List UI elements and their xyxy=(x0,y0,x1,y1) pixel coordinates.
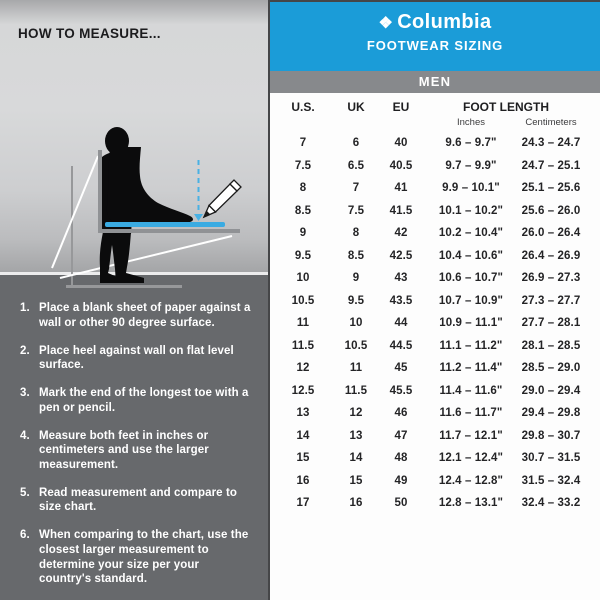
table-cell: 6 xyxy=(352,137,360,150)
table-cell: 43 xyxy=(394,272,408,285)
table-row xyxy=(270,425,600,448)
table-cell: 10.7 – 10.9" xyxy=(438,294,504,307)
table-cell: 7 xyxy=(352,182,360,195)
table-cell: 14 xyxy=(296,429,310,442)
table-cell: 10.9 – 11.1" xyxy=(439,317,503,330)
table-cell: 49 xyxy=(394,474,408,487)
table-cell: 24.3 – 24.7 xyxy=(521,137,581,150)
table-cell: 10.5 xyxy=(344,339,368,352)
toe-mark-arrow xyxy=(194,214,203,221)
table-cell: 42.5 xyxy=(389,249,413,262)
table-cell: 8 xyxy=(352,227,360,240)
step-text: Mark the end of the longest toe with a pen or pencil. xyxy=(39,387,249,414)
table-body xyxy=(270,132,600,515)
table-cell: 48 xyxy=(394,452,408,465)
columbia-diamond-icon: ❖ xyxy=(378,15,394,32)
section-bar-men: MEN xyxy=(270,71,600,93)
table-cell: 7 xyxy=(299,137,307,150)
table-cell: 9 xyxy=(352,272,360,285)
table-cell: 44.5 xyxy=(389,339,413,352)
col-header-uk: UK xyxy=(347,100,365,114)
table-cell: 16 xyxy=(349,497,363,510)
table-cell: 13 xyxy=(349,429,363,442)
table-cell: 9.6 – 9.7" xyxy=(445,137,497,150)
table-cell: 31.5 – 32.4 xyxy=(521,474,581,487)
table-cell: 17 xyxy=(296,497,310,510)
table-cell: 30.7 – 31.5 xyxy=(521,452,581,465)
table-row xyxy=(270,357,600,380)
table-cell: 6.5 xyxy=(347,159,365,172)
steps-list xyxy=(20,301,254,587)
table-row xyxy=(270,245,600,268)
step-text: Measure both feet in inches or centimeters and use the larger measurement. xyxy=(39,429,209,471)
table-cell: 24.7 – 25.1 xyxy=(521,159,581,172)
wall-line xyxy=(71,166,73,287)
table-cell: 10 xyxy=(296,272,310,285)
table-cell: 12 xyxy=(296,362,310,375)
table-cell: 7.5 xyxy=(347,204,365,217)
table-row xyxy=(270,177,600,200)
table-row xyxy=(270,132,600,155)
table-cell: 29.0 – 29.4 xyxy=(521,384,581,397)
step-text: When comparing to the chart, use the closest larger measurement to determine your size per your country's standard. xyxy=(39,529,249,586)
table-cell: 13 xyxy=(296,407,310,420)
pencil-icon xyxy=(204,180,241,217)
magnifier-line xyxy=(52,156,98,268)
table-cell: 12.5 xyxy=(291,384,315,397)
step-number: 3. xyxy=(20,387,30,400)
step-number: 4. xyxy=(20,429,30,442)
ground-line xyxy=(66,285,182,288)
table-row xyxy=(270,470,600,493)
step-text: Read measurement and compare to size chart. xyxy=(39,486,238,514)
table-cell: 9.9 – 10.1" xyxy=(442,182,500,195)
paper-strip xyxy=(105,222,225,227)
table-row xyxy=(270,402,600,425)
col-header-foot-length: FOOT LENGTH xyxy=(463,100,549,114)
table-cell: 42 xyxy=(394,227,408,240)
table-cell: 8 xyxy=(299,182,307,195)
table-cell: 12.1 – 12.4" xyxy=(438,452,504,465)
table-cell: 46 xyxy=(394,407,408,420)
step-number: 6. xyxy=(20,529,30,542)
table-cell: 14 xyxy=(349,452,363,465)
table-subheader-row xyxy=(270,115,600,132)
instruction-step xyxy=(20,344,254,373)
table-cell: 11 xyxy=(349,362,363,375)
table-cell: 26.0 – 26.4 xyxy=(521,227,581,240)
table-cell: 9.5 xyxy=(294,249,312,262)
table-row xyxy=(270,492,600,515)
table-cell: 10.2 – 10.4" xyxy=(438,227,504,240)
table-row xyxy=(270,312,600,335)
table-cell: 9.7 – 9.9" xyxy=(445,159,497,172)
brand-header xyxy=(270,2,600,71)
col-header-eu: EU xyxy=(392,100,410,114)
table-row xyxy=(270,155,600,178)
brand-logo xyxy=(270,11,600,34)
instruction-step xyxy=(20,486,254,515)
table-cell: 11.6 – 11.7" xyxy=(439,407,503,420)
table-cell: 15 xyxy=(296,452,310,465)
table-cell: 11.7 – 12.1" xyxy=(439,429,503,442)
step-number: 1. xyxy=(20,302,30,315)
table-cell: 27.7 – 28.1 xyxy=(521,317,581,330)
table-header-row xyxy=(270,100,600,115)
sizing-chart-panel xyxy=(268,0,600,600)
step-text: Place heel against wall on flat level surface. xyxy=(39,344,234,372)
table-row xyxy=(270,222,600,245)
table-row xyxy=(270,335,600,358)
table-cell: 28.1 – 28.5 xyxy=(521,339,581,352)
chart-subtitle: FOOTWEAR SIZING xyxy=(366,38,504,53)
table-cell: 29.4 – 29.8 xyxy=(521,407,581,420)
table-cell: 27.3 – 27.7 xyxy=(521,294,581,307)
table-cell: 44 xyxy=(394,317,408,330)
step-number: 2. xyxy=(20,344,30,357)
table-cell: 10.5 xyxy=(291,294,315,307)
table-cell: 9 xyxy=(299,227,307,240)
subcol-inches: Inches xyxy=(457,117,485,128)
table-cell: 29.8 – 30.7 xyxy=(521,429,581,442)
table-cell: 32.4 – 33.2 xyxy=(521,497,581,510)
table-cell: 12 xyxy=(349,407,363,420)
instruction-step xyxy=(20,429,254,473)
table-cell: 47 xyxy=(394,429,408,442)
how-to-measure-title: HOW TO MEASURE... xyxy=(18,26,161,41)
table-cell: 12.4 – 12.8" xyxy=(438,474,504,487)
table-cell: 11.2 – 11.4" xyxy=(439,362,503,375)
table-cell: 11.5 xyxy=(344,384,368,397)
table-row xyxy=(270,380,600,403)
table-cell: 7.5 xyxy=(294,159,312,172)
table-cell: 10 xyxy=(349,317,363,330)
measure-illustration xyxy=(0,0,268,312)
table-cell: 11.5 xyxy=(291,339,315,352)
table-cell: 8.5 xyxy=(347,249,365,262)
table-row xyxy=(270,447,600,470)
measure-illustration-area xyxy=(0,0,268,272)
table-cell: 40.5 xyxy=(389,159,413,172)
table-cell: 25.6 – 26.0 xyxy=(521,204,581,217)
table-cell: 8.5 xyxy=(294,204,312,217)
how-to-measure-panel xyxy=(0,0,268,600)
table-row xyxy=(270,267,600,290)
brand-name: Columbia xyxy=(397,11,492,33)
table-cell: 28.5 – 29.0 xyxy=(521,362,581,375)
table-cell: 41 xyxy=(394,182,408,195)
table-cell: 40 xyxy=(394,137,408,150)
table-cell: 45.5 xyxy=(389,384,413,397)
step-text: Place a blank sheet of paper against a wall or other 90 degree surface. xyxy=(39,302,251,329)
table-cell: 12.8 – 13.1" xyxy=(438,497,504,510)
table-cell: 43.5 xyxy=(389,294,413,307)
col-header-us: U.S. xyxy=(291,100,315,114)
table-cell: 45 xyxy=(394,362,408,375)
size-table xyxy=(270,93,600,600)
magnifier-line xyxy=(60,236,232,278)
table-cell: 50 xyxy=(394,497,408,510)
table-cell: 26.4 – 26.9 xyxy=(521,249,581,262)
instruction-step xyxy=(20,386,254,415)
table-cell: 25.1 – 25.6 xyxy=(521,182,581,195)
step-number: 5. xyxy=(20,486,30,499)
table-cell: 11 xyxy=(296,317,310,330)
table-cell: 11.1 – 11.2" xyxy=(439,339,503,352)
table-cell: 10.4 – 10.6" xyxy=(438,249,504,262)
instruction-step xyxy=(20,528,254,587)
foot-silhouette-icon xyxy=(107,147,193,222)
table-cell: 16 xyxy=(296,474,310,487)
instructions-panel xyxy=(0,275,268,600)
table-cell: 41.5 xyxy=(389,204,413,217)
table-row xyxy=(270,290,600,313)
subcol-centimeters: Centimeters xyxy=(525,117,577,128)
table-cell: 15 xyxy=(349,474,363,487)
table-cell: 11.4 – 11.6" xyxy=(439,384,503,397)
table-cell: 9.5 xyxy=(347,294,365,307)
table-cell: 10.6 – 10.7" xyxy=(438,272,504,285)
table-cell: 26.9 – 27.3 xyxy=(521,272,581,285)
table-cell: 10.1 – 10.2" xyxy=(438,204,504,217)
table-row xyxy=(270,200,600,223)
